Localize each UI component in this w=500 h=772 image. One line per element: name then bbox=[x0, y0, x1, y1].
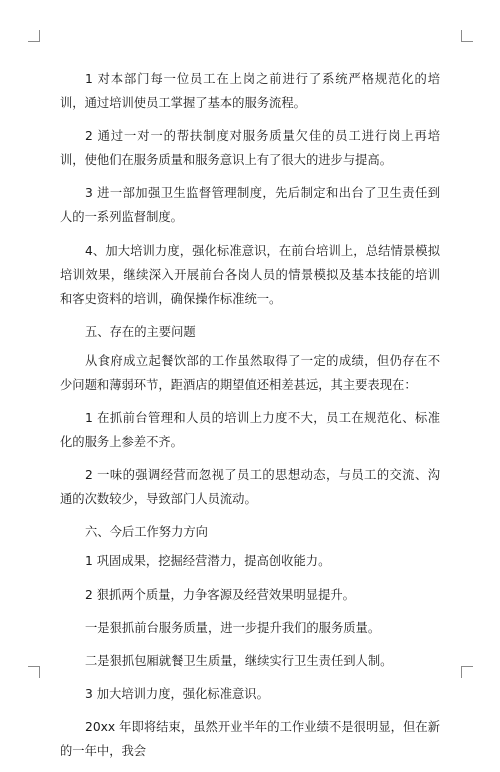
paragraph-closing: 20xx 年即将结束，虽然开业半年的工作业绩不是很明显，但在新的一年中，我会 bbox=[60, 720, 440, 759]
paragraph-training-item-2: 2 通过一对一的帮扶制度对服务质量欠佳的员工进行岗上再培训，使他们在服务质量和服务意识上有了很大的进步与提高。 bbox=[60, 129, 440, 168]
paragraph-future-2: 2 狠抓两个质量，力争客源及经营效果明显提升。 bbox=[85, 587, 355, 602]
paragraph-problem-1: 1 在抓前台管理和人员的培训上力度不大，员工在规范化、标准化的服务上参差不齐。 bbox=[60, 410, 440, 449]
paragraph-training-item-1: 1 对本部门每一位员工在上岗之前进行了系统严格规范化的培训，通过培训使员工掌握了基本的服务流程。 bbox=[60, 72, 440, 110]
section-heading-problems: 五、存在的主要问题 bbox=[85, 324, 196, 339]
crop-mark-bottom-left bbox=[28, 666, 40, 678]
crop-mark-bottom-right bbox=[461, 666, 473, 678]
paragraph-future-3: 3 加大培训力度，强化标准意识。 bbox=[85, 687, 269, 702]
section-heading-future: 六、今后工作努力方向 bbox=[85, 525, 208, 540]
paragraph-future-2a: 一是狠抓前台服务质量，进一步提升我们的服务质量。 bbox=[85, 620, 381, 635]
paragraph-future-2b: 二是狠抓包厢就餐卫生质量，继续实行卫生责任到人制。 bbox=[85, 653, 393, 668]
document-body bbox=[60, 67, 440, 772]
crop-mark-top-right bbox=[461, 30, 473, 42]
crop-mark-top-left bbox=[28, 30, 40, 42]
paragraph-problem-2: 2 一味的强调经营而忽视了员工的思想动态，与员工的交流、沟通的次数较少，导致部门人员流动。 bbox=[60, 468, 440, 507]
paragraph-training-item-3: 3 进一部加强卫生监督管理制度，先后制定和出台了卫生责任到人的一系列监督制度。 bbox=[60, 186, 440, 225]
paragraph-problems-intro: 从食府成立起餐饮部的工作虽然取得了一定的成绩，但仍存在不少问题和薄弱环节，距酒店的期望值还相差甚远，其主要表现在： bbox=[60, 353, 440, 392]
paragraph-future-1: 1 巩固成果，挖掘经营潜力，提高创收能力。 bbox=[85, 554, 331, 569]
paragraph-training-item-4: 4、加大培训力度，强化标准意识，在前台培训上，总结情景模拟培训效果，继续深入开展前台各岗人员的情景模拟及基本技能的培训和客史资料的培训，确保操作标准统一。 bbox=[60, 243, 440, 306]
